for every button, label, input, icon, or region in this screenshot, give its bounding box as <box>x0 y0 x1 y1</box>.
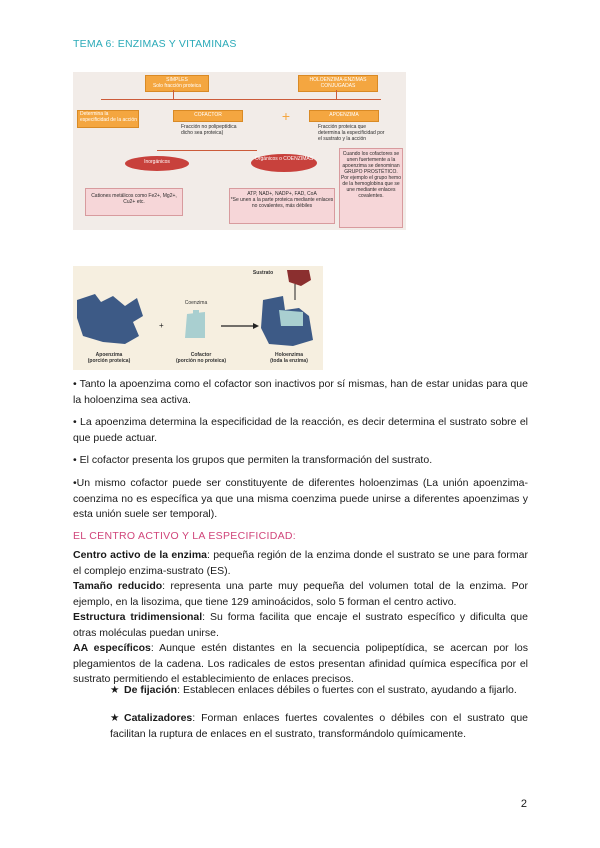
determina-box: Determina la especificidad de la acción <box>77 110 139 128</box>
body-paragraph <box>73 548 528 579</box>
bullet-paragraph: • Tanto la apoenzima como el cofactor son inactivos por sí mismas, han de estar unidas para que la holoenzima sea activa. <box>73 378 528 406</box>
body-paragraph <box>73 641 528 688</box>
page-header: TEMA 6: ENZIMAS Y VITAMINAS <box>73 38 237 50</box>
sustrato-label: Sustrato <box>252 270 274 276</box>
term: AA específicos <box>73 642 151 654</box>
definition: : Forman enlaces fuertes covalentes o débiles con el sustrato que facilitan la ruptura de enlaces en el sustrato, transformándolo químicamente. <box>110 712 528 740</box>
grupo-prostetico-box: Cuando los cofactores se unen fuertemente a la apoenzima se denominan GRUPO PROSTÉTICO. Por ejemplo el grupo hemo de la hemoglobina que se une mediante enlaces covalentes. <box>339 148 403 228</box>
cofactor-box: COFACTOR <box>173 110 243 122</box>
bullet-paragraph: •Un mismo cofactor puede ser constituyente de diferentes holoenzimas (La unión apoenzima-coenzima no es específica ya que una misma coenzima puede unirse a diferentes apoenzimas y esta unión suele ser temporal). <box>73 477 528 520</box>
star-icon: ★ <box>110 712 120 724</box>
definition: : pequeña región de la enzima donde el sustrato se une para formar el complejo enzima-sustrato (ES). <box>73 549 528 577</box>
cofactor-description: Fracción no polipeptídica dicho sea proteica) <box>181 124 237 136</box>
bullet-paragraph: • El cofactor presenta los grupos que permiten la transformación del sustrato. <box>73 454 433 466</box>
term: Centro activo de la enzima <box>73 549 207 561</box>
apoenzima-box: APOENZIMA <box>309 110 379 122</box>
star-item <box>110 711 528 742</box>
simples-box: SIMPLES Solo fracción proteica <box>145 75 209 92</box>
term: De fijación <box>124 684 178 696</box>
organicos-oval: Orgánicos o COENZIMAS <box>251 154 317 172</box>
term: Catalizadores <box>124 712 193 724</box>
star-item <box>110 683 528 699</box>
term: Estructura tridimensional <box>73 611 203 623</box>
inorganicos-oval: Inorgánicos <box>125 156 189 171</box>
definition: : Establecen enlaces débiles o fuertes con el sustrato, ayudando a fijarlo. <box>177 684 517 696</box>
svg-text:+: + <box>159 321 164 330</box>
holoenzima-box: HOLOENZIMA-ENZIMAS CONJUGADAS <box>298 75 378 92</box>
apoenzima-caption: Apoenzima (porción proteica) <box>87 352 131 364</box>
coenzima-label: Coenzima <box>184 300 208 306</box>
section-title: EL CENTRO ACTIVO Y LA ESPECIFICIDAD: <box>73 530 296 542</box>
enzyme-classification-diagram <box>73 72 406 230</box>
definition: : Su forma facilita que encaje el sustrato específico y dificulta que otras moléculas puedan unirse. <box>73 611 528 639</box>
cationes-box: Cationes metálicos como Fe2+, Mg2+, Cu2+ etc. <box>85 188 183 216</box>
star-icon: ★ <box>110 684 120 696</box>
atp-box: ATP, NAD+, NADP+, FAD, CoA *Se unen a la parte proteica mediante enlaces no covalentes, más débiles <box>229 188 335 224</box>
bullet-paragraph: • La apoenzima determina la especificidad de la reacción, es decir determina el sustrato sobre el que puede actuar. <box>73 416 528 444</box>
holoenzyme-figure <box>73 266 323 370</box>
definition: : representa una parte muy pequeña del volumen total de la enzima. Por ejemplo, en la lisozima, que tiene 129 aminoácidos, solo 5 forman el centro activo. <box>73 580 528 608</box>
plus-icon: + <box>281 108 291 124</box>
page-number: 2 <box>520 798 527 810</box>
body-paragraph <box>73 579 528 610</box>
cofactor-caption: Cofactor (porción no proteica) <box>176 352 226 364</box>
holoenzima-caption: Holoenzima (toda la enzima) <box>270 352 308 364</box>
apoenzima-description: Fracción proteica que determina la especificidad por el sustrato y la acción <box>318 124 385 142</box>
body-paragraph <box>73 610 528 641</box>
definition: : Aunque estén distantes en la secuencia polipeptídica, se acercan por los plegamientos de la cadena. Los radicales de estos presentan afinidad química específica por el sustrato permitiendo el establecimiento de enlaces precisos. <box>73 642 528 685</box>
term: Tamaño reducido <box>73 580 163 592</box>
